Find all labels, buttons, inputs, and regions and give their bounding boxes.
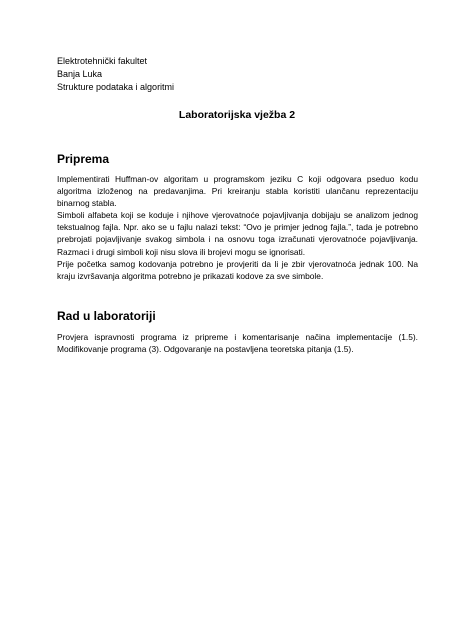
faculty-name: Elektrotehnički fakultet [57,56,148,66]
section-heading-priprema: Priprema [57,152,110,166]
paragraph-priprema-1: Implementirati Huffman-ov algoritam u programskom jeziku C koji odgovara pseduo kodu algoritma izloženog na predavanjima. Pri kreiranju stabla koristiti ulančanu reprezentaciju binarnog stabla. [57,174,418,209]
document-header [57,55,174,94]
course-name: Strukture podataka i algoritmi [57,82,175,92]
paragraph-rad-1: Provjera ispravnosti programa iz pripreme i komentarisanje načina implementacije (1.5). Modifikovanje programa (3). Odgovaranje na postavljena teoretska pitanja (1.5). [57,332,418,355]
city-name: Banja Luka [57,69,103,79]
paragraph-priprema-2: Simboli alfabeta koji se koduje i njihove vjerovatnoće pojavljivanja dobijaju se analizom jednog tekstualnog fajla. Npr. ako se u fajlu nalazi tekst: “Ovo je primjer jednog fajla.”, tada je potrebno prebrojati pojavljivanje svakog simbola i na osnovu toga izračunati vjerovatnoće pojavljivanja. Razmaci i drugi simboli koji nisu slova ili brojevi mogu se ignorisati. [57,210,418,257]
paragraph-priprema-3: Prije početka samog kodovanja potrebno je provjeriti da li je zbir vjerovatnoća jednak 100. Na kraju izvršavanja algoritma potrebno je prikazati kodove za sve simbole. [57,259,418,282]
document-title: Laboratorijska vježba 2 [178,109,296,121]
section-heading-rad-u-laboratoriji: Rad u laboratoriji [57,309,156,323]
